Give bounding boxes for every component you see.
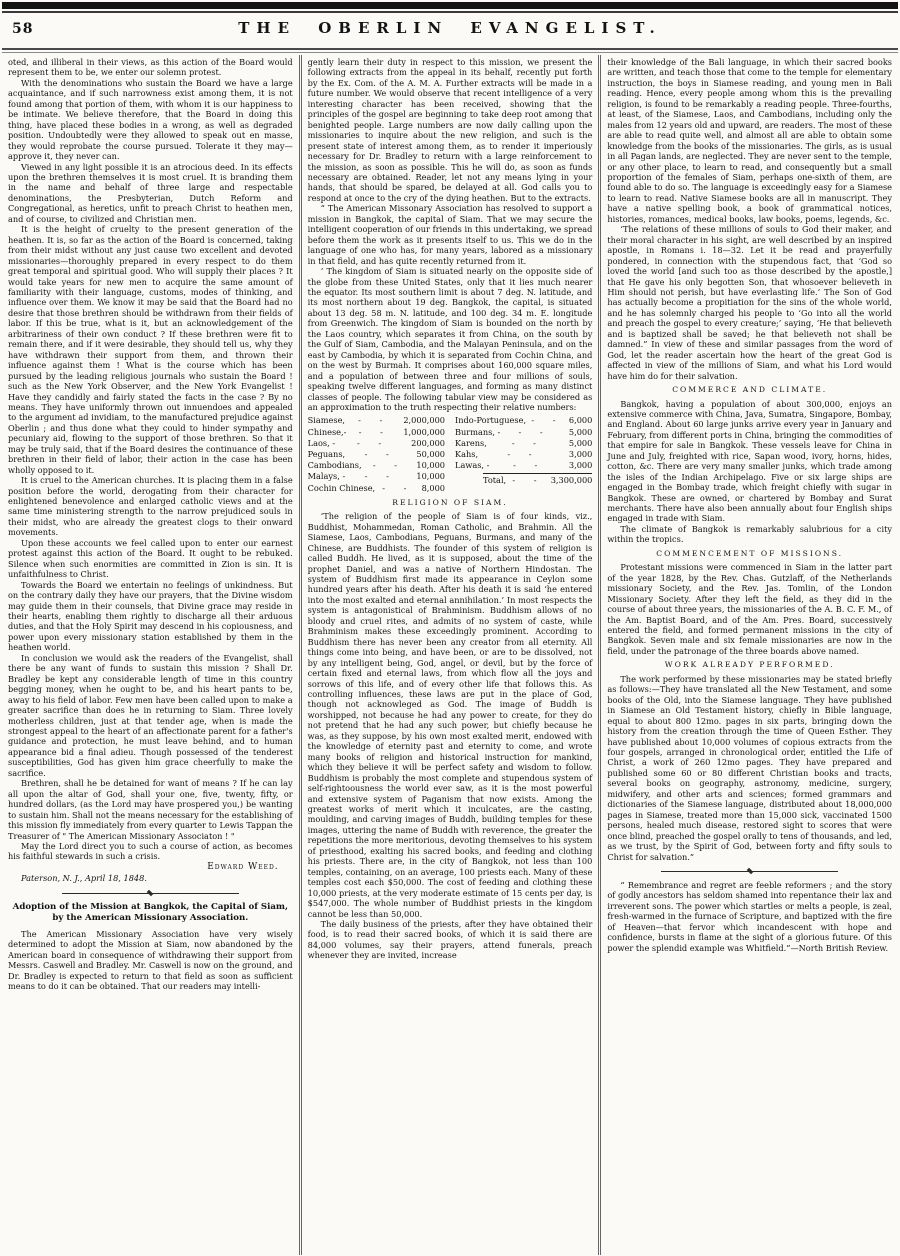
table-cell-name: Cambodians, [307,460,362,471]
dash-leader [500,427,569,438]
section-subheading: COMMENCEMENT OF MISSIONS. [656,548,844,558]
total-rule [483,473,592,474]
table-row [455,415,592,426]
table-row [455,438,592,449]
dash-leader [346,427,403,438]
paragraph: The work performed by these missionaries may be stated briefly as follows:—They have translated all the New Testament, and some books of the Old, into the Siamese language. They have published in Siamese an Old Testament history, chiefly in Bible language, equal to about 800 12mo. pages in six parts, bringing down the history from the creation through the time of Queen Esther. They have published about 10,000 volumes of copious extracts from the four gospels, arranged in chronological order, entitled the Life of Christ, a work of 260 12mo pages. They have prepared and published some 60 or 80 different Christian books and tracts, several books on geography, astronomy, medicine, surgery, midwifery, and other arts and sciences; formed grammars and dictionaries of the Siamese language, distributed about 18,000,000 pages in Siamese, treated more than 15,000 sick, vaccinated 1500 persons, healed much disease, restored sight to scores that were once blind, preached the gospel orally to tens of thousands, and led, as we trust, by the Spirit of God, between forty and fifty souls to Christ for salvation.” [607,673,893,862]
table-row [308,427,445,438]
table-cell-value: 8,000 [421,482,446,493]
masthead-title: THE OBERLIN EVANGELIST. [238,19,662,37]
paragraph: It is the height of cruelty to the present generation of the heathen. It is, so far as the action of the Board is concerned, taking from their midst without any just cause two excellent and devoted missionaries—thoroughly prepared in every respect to do them great temporal and spiritual good. Who will supply their places ? It would take years for new men to acquire the same amount of familiarity with their language, customs, modes of thinking, and influence over them. We know it may be said that the Board had no desire that those brethren should be withdrawn from their fields of labor. If this be true, what is it, but an acknowledgement of the arbitrariness of their own conduct ? If these brethren were fit to remain there, and if it were desirable, they should tell us, why they have withdrawn their support from them, and thrown their influence against them ! What is the course which has been pursued by the leading religious journals who sustain the Board ! such as the New York Observer, and the New York Evangelist ! Have they candidly and fairly stated the facts in the case ? By no means. They have uniformly thrown out innuendoes and appealed to the argument ad invidiam, to the manufactured prejudice against Oberlin ; and thus done what they could to hinder sympathy and pecuniary aid, flowing to the support of those brethren. So that it may be truly said, that if the Board desires the continuance of these brethren in their field of labor, their action in the case has been wholly opposed to it. [8,224,293,475]
dash-leader [345,471,416,482]
table-row [308,460,445,471]
table-cell-name: Chinese,- [307,426,347,437]
page-number: 58 [12,21,34,37]
paragraph: May the Lord direct you to such a course of action, as becomes his faithful stewards in such a crisis. [8,840,293,862]
page-header [8,15,892,45]
paragraph-continued: oted, and illiberal in their views, as this action of the Board would represent them to be, we enter our solemn protest. [8,57,293,78]
table-cell-value: 3,000 [568,449,593,460]
paragraph: It is cruel to the American churches. It is placing them in a false position before the world, derogating from their character for enlightened benevolence and enlarged catholic views and at the same time ministering strength to the narrow prejudiced souls in their midst, who are already the greatest clogs to their onward movements. [8,475,293,538]
table-cell-value: 3,300,000 [550,475,593,486]
column-3 [598,55,898,1255]
table-cell-name: Burmans, - [455,426,501,437]
paragraph: Bangkok, having a population of about 300,000, enjoys an extensive commerce with China, Java, Sumatra, Singapore, Bombay, and England. About 60 large junks arrive every year in January and February, from different ports in China, bringing the commodities of that empire for sale in Bangkok. These vessels leave for China in June and July, freighted with rice, Sapan wood, ivory, horns, hides, cotton, &c. There are very many smaller junks, which trade among the isles of the Indian Archipelago. Five or six large ships are engaged in the Bombay trade, which freight chiefly with sugar in Bangkok. These are owned, or chartered by Bombay and Surat merchants. There have also been annually about four English ships engaged in trade with Siam. [607,398,893,524]
table-row [455,460,592,471]
paragraph: The daily business of the priests, after they have obtained their food, is to read their sacred books, of which it is said there are 84,000 volumes, say their prayers, attend funerals, preach whenever they are invited, increase [307,918,593,961]
section-divider [62,893,238,894]
dash-leader [506,475,551,486]
paragraph: ‘The relations of these millions of souls to God their maker, and their moral character in his sight, are well described by an inspired apostle, in Romans i. 18—32. Let it be read and prayerfully pondered, in connection with the stupendous fact, that ‘God so loved the world [and such too as those described by the apostle,] that He gave his only begotten Son, that whosoever believeth in Him should not perish, but have everlasting life.’ The Son of God has actually become a propitiation for the sins of the whole world, and he has solemnly charged his people to ‘Go into all the world and preach the gospel to every creature;’ saying, ‘He that believeth and is baptized shall be saved; he that believeth not shall be damned.” In view of these and similar passages from the word of God, let the reader ascertain how the heart of the great God is affected in view of the millions of Siam, and what his Lord would have him do for their salvation. [607,224,893,381]
dash-leader [345,449,416,460]
paragraph: “ Remembrance and regret are feeble reformers ; and the story of godly ancestors has seldom shamed into repentance their lax and irreverent sons. The power which startles or melts a people, is zeal, fresh-warmed in the furnace of Scripture, and baptized with the fire of Heaven—that fervor which incandescent with hope and confidence, bursts in flame at the sight of a glorious future. Of this power the splendid example was Whitfield.”—North British Review. [607,879,893,953]
table-cell-value: 50,000 [416,449,446,460]
table-row [455,475,592,486]
population-table-left [308,415,445,493]
population-table-right [455,415,592,493]
table-row [308,438,445,449]
dash-leader [526,415,569,426]
table-cell-name: Karens, [455,437,487,448]
table-cell-value: 2,000,000 [403,415,446,426]
table-cell-name: Total, [483,475,507,486]
section-divider [661,871,837,872]
column-layout [2,55,898,1255]
signature: Edward Weed. [207,861,279,872]
table-cell-value: 6,000 [568,415,593,426]
table-cell-value: 10,000 [416,460,446,471]
paragraph: Protestant missions were commenced in Siam in the latter part of the year 1828, by the Rev. Chas. Gutzlaff, of the Netherlands missionary Society, and the Rev. Jas. Tomlin, of the London Missionary Society. After they left the field, as they did in the course of about three years, the missionaries of the A. B. C. F. M., of the Am. Baptist Board, and of the Am. Pres. Board, successively entered the field, and formed permanent missions in the city of Bangkok. Seven male and six female missionaries are now in the field, under the patronage of the three boards above named. [607,562,893,656]
dateline: Paterson, N. J., April 18, 1848. [21,873,147,884]
table-cell-name: Peguans, [307,449,346,460]
paragraph: ‘ The kingdom of Siam is situated nearly on the opposite side of the globe from these United States, only that it lies much nearer the equator. Its most southern limit is about 7 deg. N. latitude, and its most northern about 19 deg. Bangkok, the capital, is situated about 13 deg. 58 m. N. latitude, and 100 deg. 34 m. E. longitude from Greenwich. The kingdom of Siam is bounded on the north by the Laos country, which separates it from China, on the south by the Gulf of Siam, Cambodia, and the Malayan Peninsula, and on the east by Cambodia, by which it is separated from Cochin China, and on the west by Burmah. It comprises about 160,000 square miles, and a population of between three and four millions of souls, speaking twelve different languages, and forming as many distinct classes of people. The following tabular view may be considered as an approximation to the truth respecting their relative numbers: [307,266,593,412]
dash-leader [362,460,417,471]
dash-leader [335,438,411,449]
table-cell-name: Indo-Portuguese, [455,415,527,426]
paragraph: Brethren, shall he be detained for want of means ? If he can lay all upon the altar of God, shall your one, five, twenty, fifty, or hundred dollars, (as the Lord may have prospered you,) be wanting to sustain him. Shall not the means necessary for the establishing of this mission fly immediately from every quarter to Lewis Tappan the Treasurer of " The American Missionary Associaton ! " [8,778,293,841]
paragraph: With the denominations who sustain the Board we have a large acquaintance, and if such narrowness exist among them, it is not found among that portion of them, with whom it is our happiness to be intimate. We believe therefore, that the Board in doing this thing, have placed these bodies in a wrong, as well as degraded position. Undoubtedly were they allowed to speak out en masse, they would reprobate the course pursued. Tolerate it they may—approve it, they never can. [8,77,293,162]
article-heading: Adoption of the Mission at Bangkok, the Capital of Siam, by the American Missionary Association. [12,901,289,923]
dash-leader [489,460,569,471]
table-cell-value: 200,000 [411,437,446,448]
paragraph: Upon these accounts we feel called upon to enter our earnest protest against this action of the Board. It ought to be rebuked. Silence when such enormities are committed in Zion is sin. It is unfaithfulness to Christ. [8,537,293,580]
paragraph: “ The American Missonary Association has resolved to support a mission in Bangkok, the capital of Siam. That we may secure the intelligent cooperation of our friends in this undertaking, we spread before them the work as it presents itself to us. This we do in the language of one who has, for many years, labored as a missionary in that field, and has quite recently returned from it. [307,203,593,266]
dash-leader [375,483,421,494]
paragraph: The climate of Bangkok is remarkably salubrious for a city within the tropics. [607,523,893,545]
table-row [455,427,592,438]
table-cell-value: 10,000 [416,471,446,482]
table-cell-name: Cochin Chinese, [307,482,376,493]
table-row [308,483,445,494]
table-cell-value: 5,000 [568,426,593,437]
paragraph: The American Missionary Association have very wisely determined to adopt the Mission at Siam, now abandoned by the American board in consequence of withdrawing their support from Messrs. Caswell and Bradley. Mr. Caswell is now on the ground, and Dr. Bradley is expected to return to that field as soon as sufficient means to do it can be obtained. That our readers may intelli- [8,928,293,992]
table-cell-value: 5,000 [568,437,593,448]
dash-leader [487,438,569,449]
column-1 [2,55,299,1255]
table-cell-name: Malays, - [307,471,346,482]
paragraph: In conclusion we would ask the readers of the Evangelist, shall there be any want of funds to sustain this mission ? Shall Dr. Bradley be kept any considerable length of time in this country begging money, when he ought to be, and his heart pants to be, away to his field of labor. Few men have been called upon to make a greater sacrifice than does he in returning to Siam. Three lovely motherless children, just at that tender age, when is made the strongest appeal to the heart of an affectionate parent for a father's guidance and protection, he must leave behind, and to human appearance bid a final adieu. Though possessed of the tenderest susceptibilities, God has given him grace cheerfully to make the sacrifice. [8,652,293,778]
table-cell-name: Lawas, - [455,460,490,471]
table-row [308,415,445,426]
table-cell-value: 3,000 [568,460,593,471]
top-rule-bar [2,2,898,11]
column-2 [299,55,599,1255]
table-cell-value: 1,000,000 [403,426,446,437]
section-subheading: RELIGION OF SIAM. [392,497,508,507]
population-table [308,415,593,493]
dash-leader [478,449,569,460]
section-subheading: WORK ALREADY PERFORMED. [664,660,835,670]
table-cell-name: Kahs, [455,449,479,460]
header-rule [2,48,898,53]
paragraph: ‘The religion of the people of Siam is of four kinds, viz., Buddhist, Mohammedan, Roman Catholic, and Brahmin. All the Siamese, Laos, Cambodians, Peguans, Burmans, and many of the Chinese, are Buddhists. The founder of this system of religion is called Buddh. He lived, as it is supposed, about the time of the prophet Daniel, and was a native of Northern Hindostan. The system of Buddhism first made its appearance in Ceylon some hundred years after his death. After his death it is said ‘he entered into the most exalted and eternal annihilation.’ In most respects the system is antagonistical of Brahminism. Buddhism allows of no bloody and cruel rites, and admits of no system of caste, while Brahminism makes these exceedingly prominent. According to Buddhism there has never been any creator from all eternity. All things come into being, and have been, or are to be dissolved, not by any intelligent being, God, angel, or devil, but by the force of certain fixed and eternal laws, from which flow all the joys and sorrows of this life, and of every other life that follows this. As controlling influences, these laws are put in the place of God, though not acknowleged as God. The image of Buddh is worshipped, not because he had any power to create, for they do not pretend that he had any such power, but chiefly because he was, as they suppose, by his own most exalted merit, endowed with the knowledge of eternity past and eternity to come, and wrote many books of religion and historical instruction for mankind, which they believe it will be perfect safety and wisdom to follow. Buddhism is probably the most complete and stupendous system of self-rightoousness the world ever saw, as it is the most powerful and extensive system of Paganism that now exists. Among the greatest works of merit which it inculcates, are the casting, moulding, and carving images of Buddh, building temples for these images, uttering the name of Buddh with reverence, the greater the repetitions the more meritorious, devoting themselves to his system of priesthood, exalting his sacred books, and feeding and clothing his priests. There are, in the city of Bangkok, not less than 100 temples, containing, on an average, 100 priests each. Many of these temples cost each $50,000. The cost of feeding and clothing these 10,000 priests, at the very moderate estimate of 15 cents per day, is $547,000. The whole number of Buddhist priests in the kingdom cannot be less than 50,000. [307,511,593,919]
table-row [308,471,445,482]
paragraph: Viewed in any light possible it is an atrocious deed. In its effects upon the brethren themselves it is most cruel. It is branding them in the name and behalf of three large and respectable denominations, the Presbyterian, Dutch Reform and Congregational, as heretics, unfit to preach Christ to heathen men, and of course, to civilized and Christian men. [8,161,293,224]
table-cell-name: Laos, - [307,437,336,448]
paragraph-continued: gently learn their duty in respect to this mission, we present the following extracts from the appeal in its behalf, recently put forth by the Ex. Com. of the A. M. A. Further extracts will be made in a future number. We would observe that recent intelligence of a very interesting character has been received, showing that the principles of the gospel are beginning to take deep root among that benighted people. Large numbers are now daily calling upon the missionaries to inquire about the new religion, and such is the present state of interest among them, as to render it imperiously necessary for Dr. Bradley to return with a large reinforcement to the mission, as soon as possible. This he will do, as soon as funds necessary are obtained. Reader, let not any means lying in your hands, that should be spared, be delayed at all. God calls you to respond at once to the cry of the dying heathen. But to the extracts. [307,57,593,203]
section-subheading: COMMERCE AND CLIMATE. [672,385,828,395]
table-row [455,449,592,460]
paragraph: Towards the Board we entertain no feelings of unkindness. But on the contrary daily they have our prayers, that the Divine wisdom may guide them in their counsels, that Divine grace may reside in their hearts, enabling them rightly to discharge all their arduous duties, and that the Holy Spirit may descend in his copiousness, and power upon every missionary station established by them in the heathen world. [8,579,293,653]
table-cell-name: Siamese, [307,415,346,426]
dash-leader [345,415,403,426]
paragraph-continued: their knowledge of the Bali language, in which their sacred books are written, and teach those that come to the temple for elementary instruction, the boys in Siamese reading, and young men in Bali reading. Hence, every people among whom this is the prevailing religion, is found to be remarkably a reading people. Three-fourths, at least, of the Siamese, Laos, and Cambodians, including only the males from 12 years old and upward, are readers. The most of these are able to read quite well, and almost all are able to obtain some knowledge from the books of the missionaries. The girls, as is usual in all Pagan lands, are neglected. They are never sent to the temple, or any other place, to learn to read, and consequently but a small proportion of the females of Siam, perhaps one-sixth of them, are found able to do so. The language is exceedingly easy for a Siamese to learn to read. Native Siamese books are all in manuscript. They have a native spelling book, a book of grammatical notices, histories, romances, medical books, law books, poems, legends, &c. [607,57,893,224]
table-row [308,449,445,460]
